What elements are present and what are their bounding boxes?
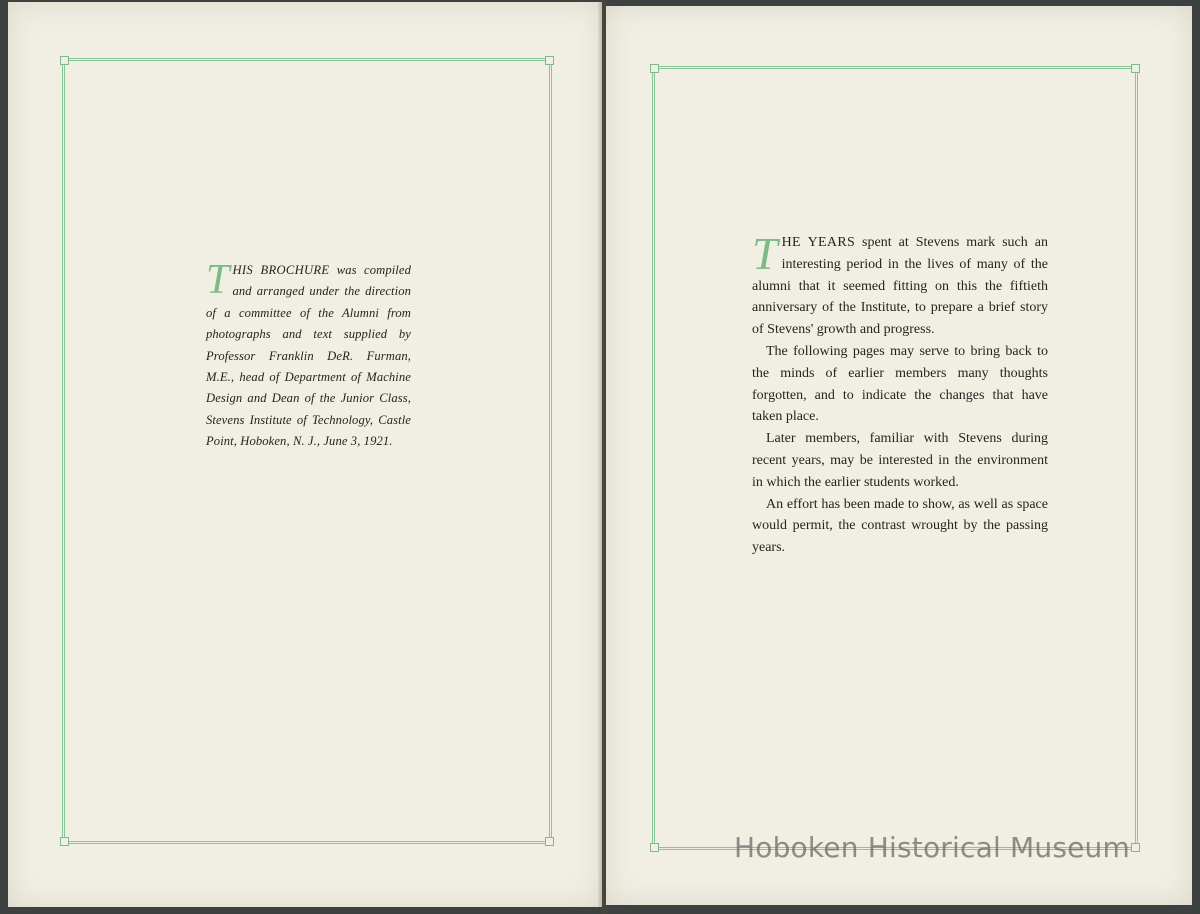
- border-corner-ornament: [650, 64, 659, 73]
- colophon-body: was compiled and arranged under the direction of a committee of the Alumni from photographs and text supplied by Professor Franklin DeR. Furman, M.E., head of Department of Machine Design and Dean of the Junior Class, Stevens Institute of Technology, Castle Point, Hoboken, N. J., June 3, 1921.: [206, 263, 411, 449]
- foreword-paragraph: [752, 228, 1048, 341]
- foreword-paragraph-3: Later members, familiar with Stevens during recent years, may be interested in the environment in which the earlier students worked.: [752, 431, 1048, 490]
- left-page: [8, 2, 602, 907]
- border-corner-ornament: [1131, 64, 1140, 73]
- foreword-paragraph-1: spent at Stevens mark such an interesting period in the lives of many of the alumni that it seemed fitting on this the fiftieth anniversary of the Institute, to prepare a brief story of Stevens' growth and progress.: [752, 235, 1048, 338]
- foreword-paragraph-4: An effort has been made to show, as well as space would permit, the contrast wrought by the passing years.: [752, 496, 1048, 556]
- border-corner-ornament: [1131, 843, 1140, 852]
- foreword-lead: HE YEARS: [781, 235, 856, 250]
- border-corner-ornament: [545, 837, 554, 846]
- museum-watermark: Hoboken Historical Museum: [734, 831, 1130, 864]
- foreword-paragraph-2: The following pages may serve to bring back to the minds of earlier members many thoughts forgotten, and to indicate the changes that have taken place.: [752, 343, 1048, 425]
- foreword-drop-cap: T: [752, 228, 778, 279]
- colophon-lead: HIS BROCHURE: [232, 263, 330, 277]
- border-corner-ornament: [60, 56, 69, 65]
- border-corner-ornament: [545, 56, 554, 65]
- foreword-text: [752, 228, 1048, 559]
- colophon-text: [206, 257, 411, 453]
- right-page: [606, 6, 1192, 905]
- colophon-drop-cap: T: [206, 257, 230, 303]
- border-corner-ornament: [650, 843, 659, 852]
- border-corner-ornament: [60, 837, 69, 846]
